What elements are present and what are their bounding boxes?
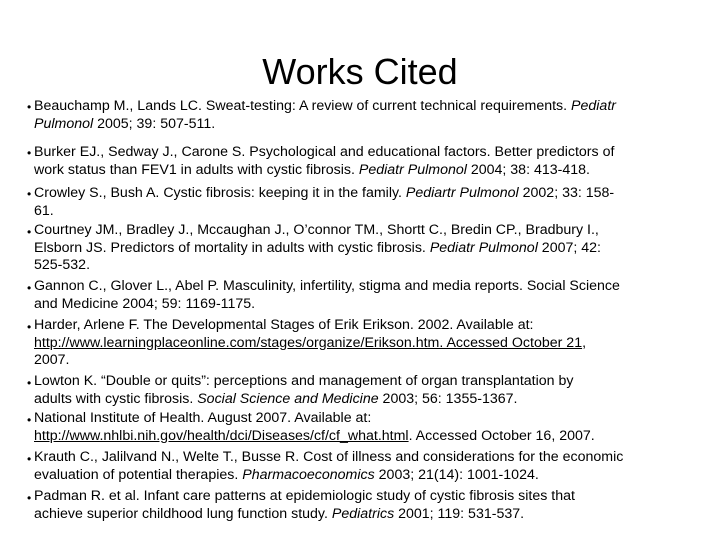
bullet-icon: •: [27, 452, 32, 466]
erikson-link[interactable]: http://www.learningplaceonline.com/stages/organize/Erikson.htm. Accessed October 21: [34, 334, 583, 351]
bullet-icon: •: [27, 100, 32, 114]
bullet-icon: •: [27, 491, 32, 505]
bullet-icon: •: [27, 413, 32, 427]
bullet-icon: •: [27, 376, 32, 390]
bullet-icon: •: [27, 225, 32, 239]
page-title: Works Cited: [262, 51, 458, 93]
bullet-icon: •: [27, 146, 32, 160]
bullet-icon: •: [27, 281, 32, 295]
bullet-icon: •: [27, 320, 32, 334]
nhlbi-link[interactable]: http://www.nhlbi.nih.gov/health/dci/Diseases/cf/cf_what.html: [34, 427, 409, 444]
bullet-icon: •: [27, 187, 32, 201]
